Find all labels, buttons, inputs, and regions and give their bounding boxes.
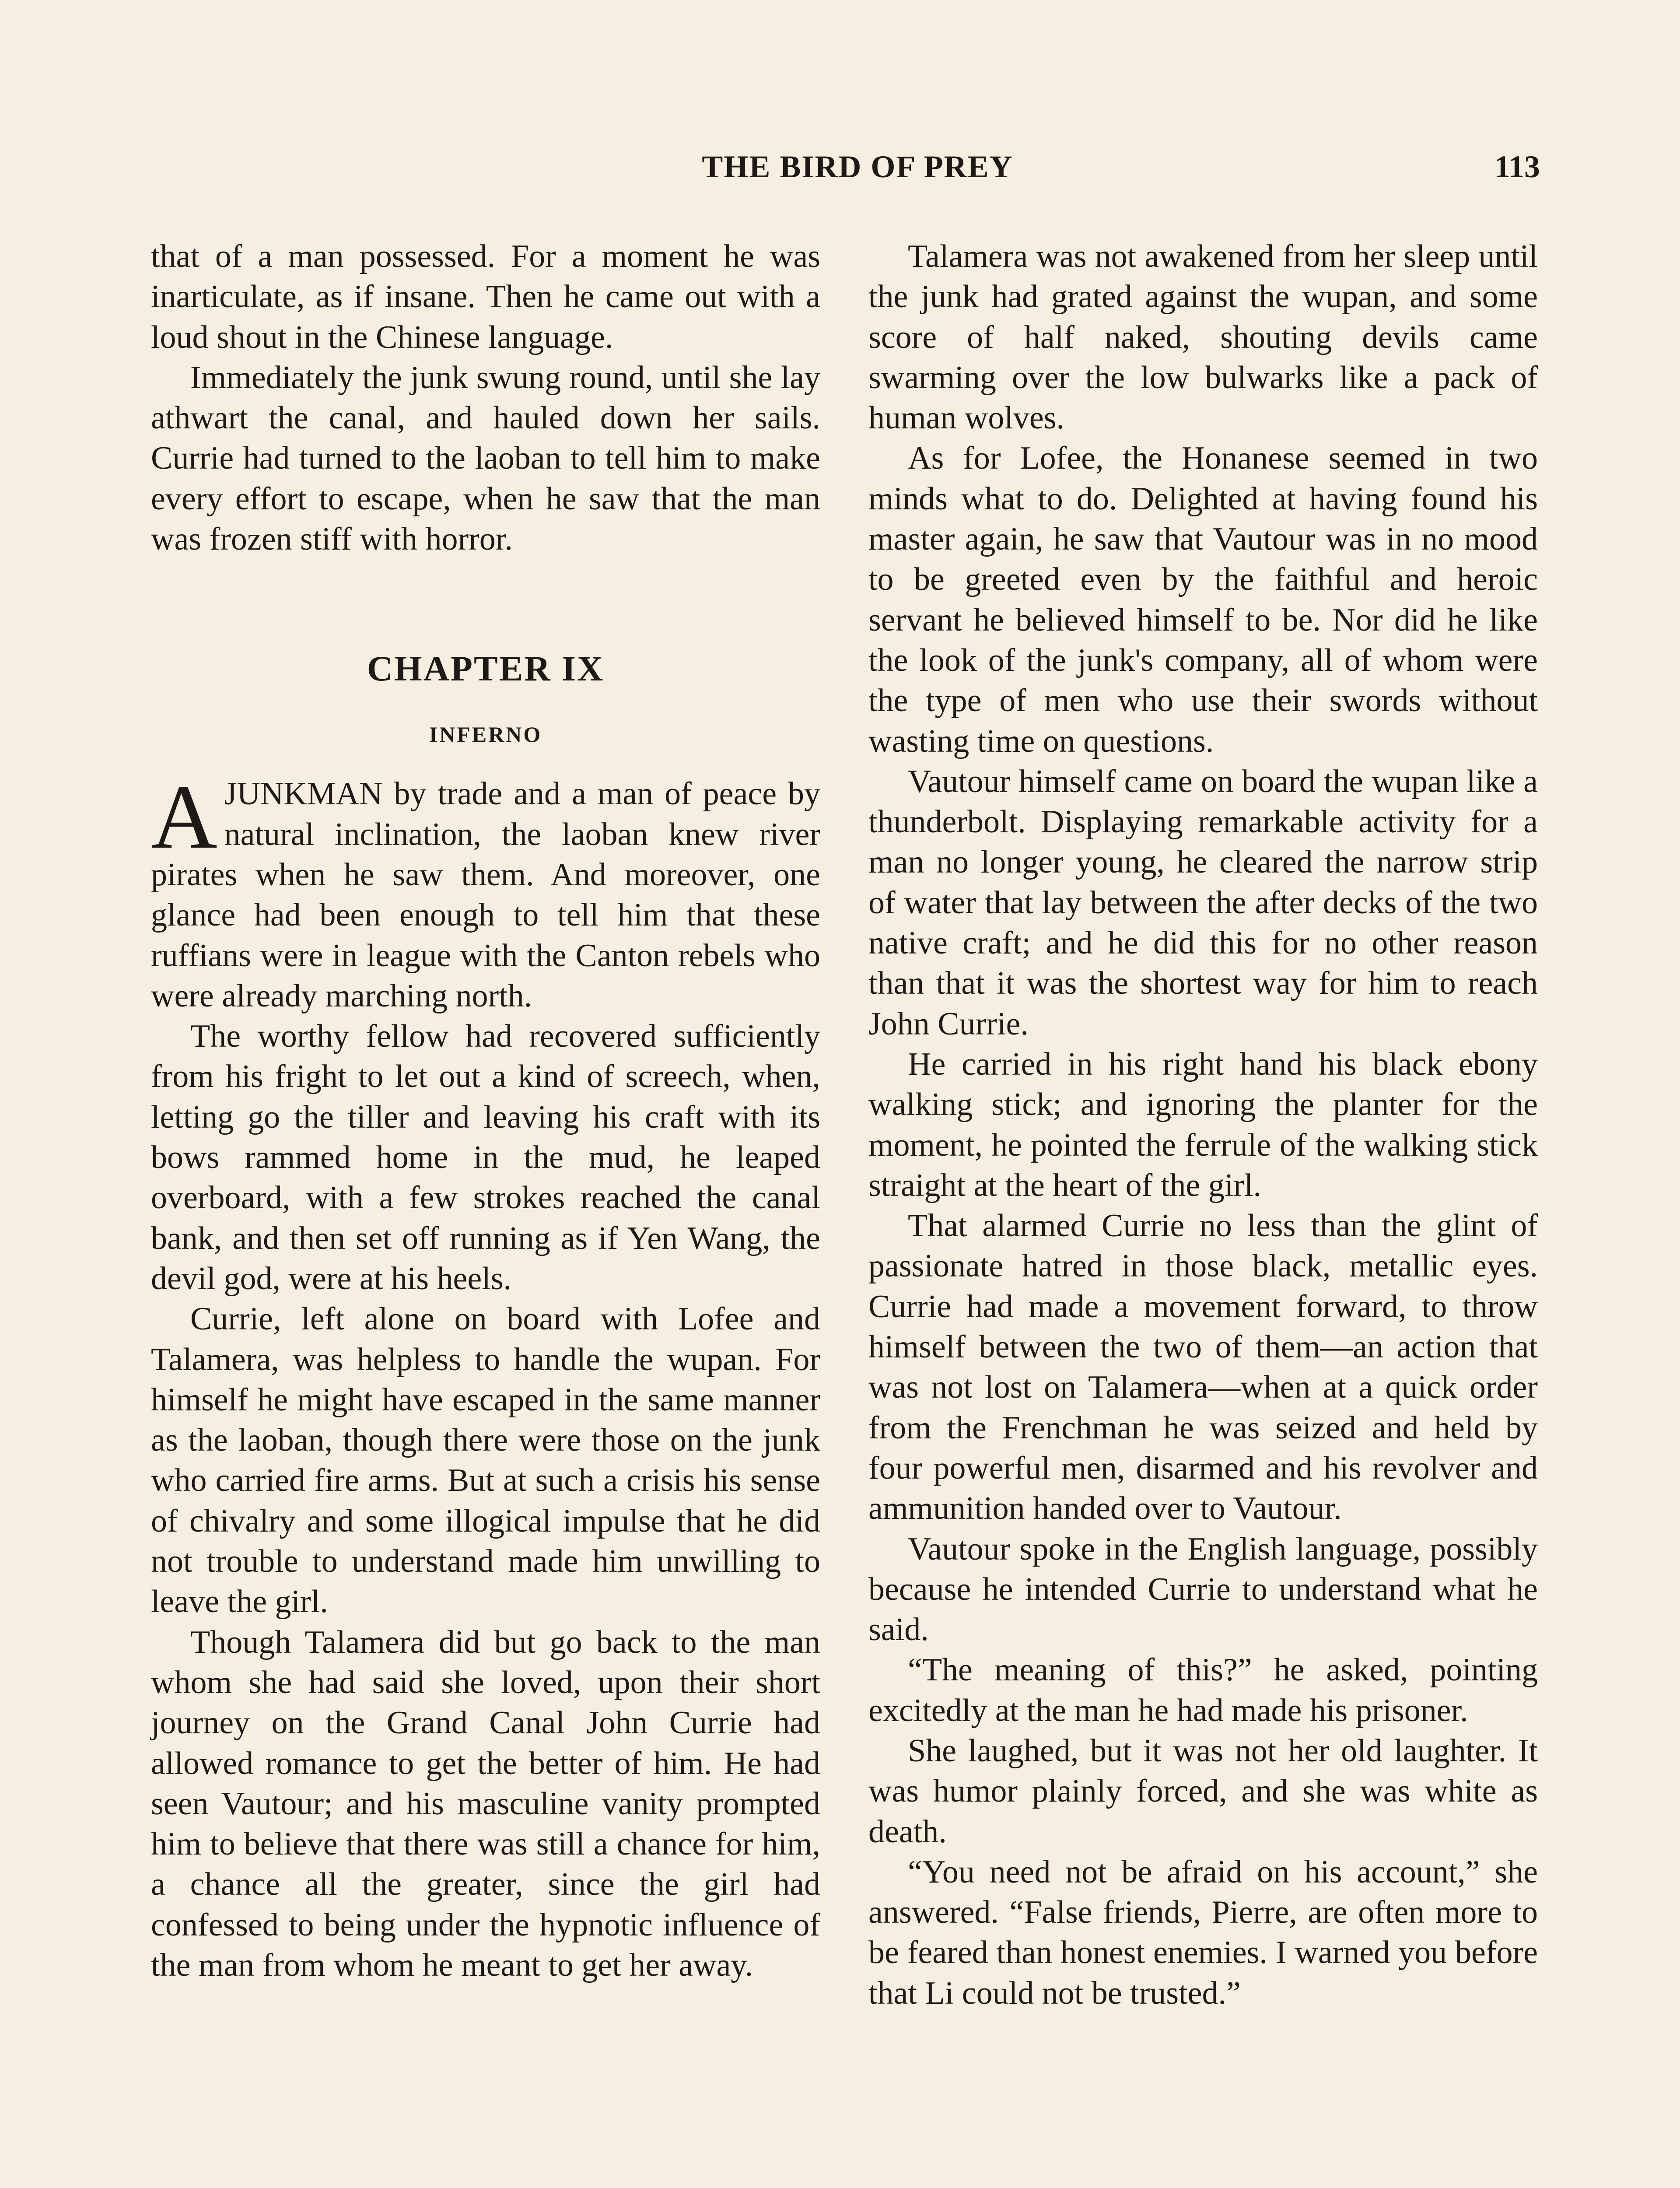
paragraph: As for Lofee, the Honanese seemed in two minds what to do. Delighted at having found his master again, he saw that Vautour was in no mood to be greeted even by the faithful and heroic servant he believed himself to be. Nor did he like the look of the junk's company, all of whom were the type of men who use their swords without wasting time on questions. bbox=[868, 440, 1538, 759]
paragraph: Talamera was not awakened from her sleep until the junk had grated against the wupan, and some score of half naked, shouting devils came swarming over the low bulwarks like a pack of human wolves. bbox=[868, 238, 1538, 436]
left-column bbox=[151, 236, 820, 1985]
paragraph: “The meaning of this?” he asked, pointing excitedly at the man he had made his prisoner. bbox=[868, 1652, 1538, 1729]
paragraph: The worthy fellow had recovered sufficiently from his fright to let out a kind of screech, when, letting go the tiller and leaving his craft with its bows rammed home in the mud, he leaped overboard, with a few strokes reached the canal bank, and then set off running as if Yen Wang, the devil god, were at his heels. bbox=[151, 1018, 820, 1297]
paragraph: Vautour spoke in the English language, possibly because he intended Currie to understand what he said. bbox=[868, 1531, 1538, 1648]
paragraph: Vautour himself came on board the wupan like a thunderbolt. Displaying remarkable activity for a man no longer young, he cleared the narrow strip of water that lay between the after decks of the two native craft; and he did this for no other reason than that it was the shortest way for him to reach John Currie. bbox=[868, 763, 1538, 1042]
paragraph: Immediately the junk swung round, until she lay athwart the canal, and hauled down her sails. Currie had turned to the laoban to tell him to make every effort to escape, when he saw that the man was frozen stiff with horror. bbox=[151, 359, 820, 558]
paragraph: “You need not be afraid on his account,” she answered. “False friends, Pierre, are often more to be feared than honest enemies. I warned you before that Li could not be trusted.” bbox=[868, 1854, 1538, 2011]
paragraph: He carried in his right hand his black ebony walking stick; and ignoring the planter for the moment, he pointed the ferrule of the walking stick straight at the heart of the girl. bbox=[868, 1046, 1538, 1203]
running-title: THE BIRD OF PREY bbox=[702, 149, 1013, 184]
paragraph-text: JUNKMAN by trade and a man of peace by natural inclination, the laoban knew river pirates when he saw them. And moreover, one glance had been enough to tell him that these ruffians were in league with the Canton rebels who were already marching north. bbox=[151, 776, 820, 1014]
page-number: 113 bbox=[1494, 149, 1540, 184]
paragraph: That alarmed Currie no less than the glint of passionate hatred in those black, metallic eyes. Currie had made a movement forward, to throw himself between the two of them—an action that was not lost on Talamera—when at a quick order from the Frenchman he was seized and held by four powerful men, disarmed and his revolver and ammunition handed over to Vautour. bbox=[868, 1208, 1538, 1527]
paragraph: She laughed, but it was not her old laughter. It was humor plainly forced, and she was white as death. bbox=[868, 1732, 1538, 1850]
paragraph: Though Talamera did but go back to the man whom she had said she loved, upon their short journey on the Grand Canal John Currie had allowed romance to get the better of him. He had seen Vautour; and his masculine vanity prompted him to believe that there was still a chance for him, a chance all the greater, since the girl had confessed to being under the hypnotic influence of the man from whom he meant to get her away. bbox=[151, 1624, 820, 1983]
right-column bbox=[868, 236, 1538, 2013]
paragraph: Currie, left alone on board with Lofee and Talamera, was helpless to handle the wupan. For himself he might have escaped in the same manner as the laoban, though there were those on the junk who carried fire arms. But at such a crisis his sense of chivalry and some illogical impulse that he did not trouble to understand made him unwilling to leave the girl. bbox=[151, 1301, 820, 1620]
chapter-subtitle: INFERNO bbox=[429, 722, 542, 747]
opening-paragraph bbox=[151, 766, 820, 1016]
drop-cap: A bbox=[151, 766, 217, 868]
paragraph: that of a man possessed. For a moment he was inarticulate, as if insane. Then he came out with a loud shout in the Chinese language. bbox=[151, 238, 820, 355]
chapter-title: CHAPTER IX bbox=[367, 649, 605, 689]
